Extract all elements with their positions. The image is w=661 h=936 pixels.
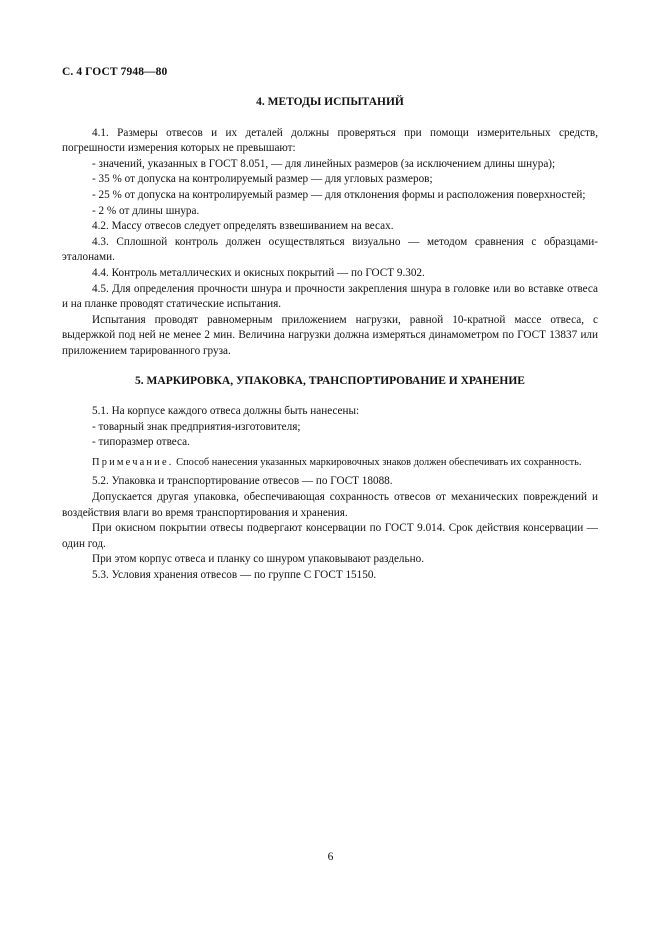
list-item: - типоразмер отвеса. <box>92 436 190 449</box>
paragraph-4-1: 4.1. Размеры отвесов и их деталей должны проверяться при помощи измерительных средств, погрешности измерения которых не превышают: <box>62 126 598 155</box>
section-5-body <box>62 404 598 583</box>
page-content <box>62 95 598 584</box>
section-4-title: 4. МЕТОДЫ ИСПЫТАНИЙ <box>256 96 404 108</box>
paragraph-4-2: 4.2. Массу отвесов следует определять взвешиванием на весах. <box>92 220 394 233</box>
paragraph-separate-packing: При этом корпус отвеса и планку со шнуром упаковывают раздельно. <box>92 553 424 566</box>
list-item: - 25 % от допуска на контролируемый размер — для отклонения формы и расположения поверхностей; <box>92 188 586 201</box>
note-label: Примечание. <box>92 456 174 468</box>
note <box>62 456 598 471</box>
paragraph-4-3: 4.3. Сплошной контроль должен осуществляться визуально — методом сравнения с образцами-эталонами. <box>62 235 598 264</box>
section-4-body <box>62 126 598 360</box>
list-item: - значений, указанных в ГОСТ 8.051, — для линейных размеров (за исключением длины шнура); <box>92 157 556 170</box>
section-5-title: 5. МАРКИРОВКА, УПАКОВКА, ТРАНСПОРТИРОВАНИЕ И ХРАНЕНИЕ <box>135 374 525 387</box>
paragraph-4-5: 4.5. Для определения прочности шнура и прочности закрепления шнура в головке или во вставке отвеса и на планке проводят статические испытания. <box>62 282 598 311</box>
list-item: - 35 % от допуска на контролируемый размер — для угловых размеров; <box>92 173 433 186</box>
paragraph-test-load: Испытания проводят равномерным приложением нагрузки, равной 10-кратной массе отвеса, с выдержкой под ней не менее 2 мин. Величина нагрузки должна измеряться динамометром по ГОСТ 13837 или приложением тарированного груза. <box>62 313 598 357</box>
page-header: С. 4 ГОСТ 7948—80 <box>62 66 168 78</box>
note-text: Способ нанесения указанных маркировочных знаков должен обеспечивать их сохранность. <box>173 456 582 468</box>
list-item: - товарный знак предприятия-изготовителя; <box>92 420 301 433</box>
paragraph-5-2: 5.2. Упаковка и транспортирование отвесов — по ГОСТ 18088. <box>92 475 393 488</box>
list-item: - 2 % от длины шнура. <box>92 204 200 217</box>
page-number: 6 <box>327 851 334 863</box>
paragraph-4-4: 4.4. Контроль металлических и окисных покрытий — по ГОСТ 9.302. <box>92 266 425 279</box>
paragraph-conservation: При окисном покрытии отвесы подвергают консервации по ГОСТ 9.014. Срок действия консервации — один год. <box>62 522 598 550</box>
paragraph-packaging: Допускается другая упаковка, обеспечивающая сохранность отвесов от механических повреждений и воздействия влаги во время транспортирования и хранения. <box>62 490 598 519</box>
paragraph-5-1: 5.1. На корпусе каждого отвеса должны быть нанесены: <box>92 405 360 418</box>
paragraph-5-3: 5.3. Условия хранения отвесов — по группе С ГОСТ 15150. <box>92 568 377 581</box>
